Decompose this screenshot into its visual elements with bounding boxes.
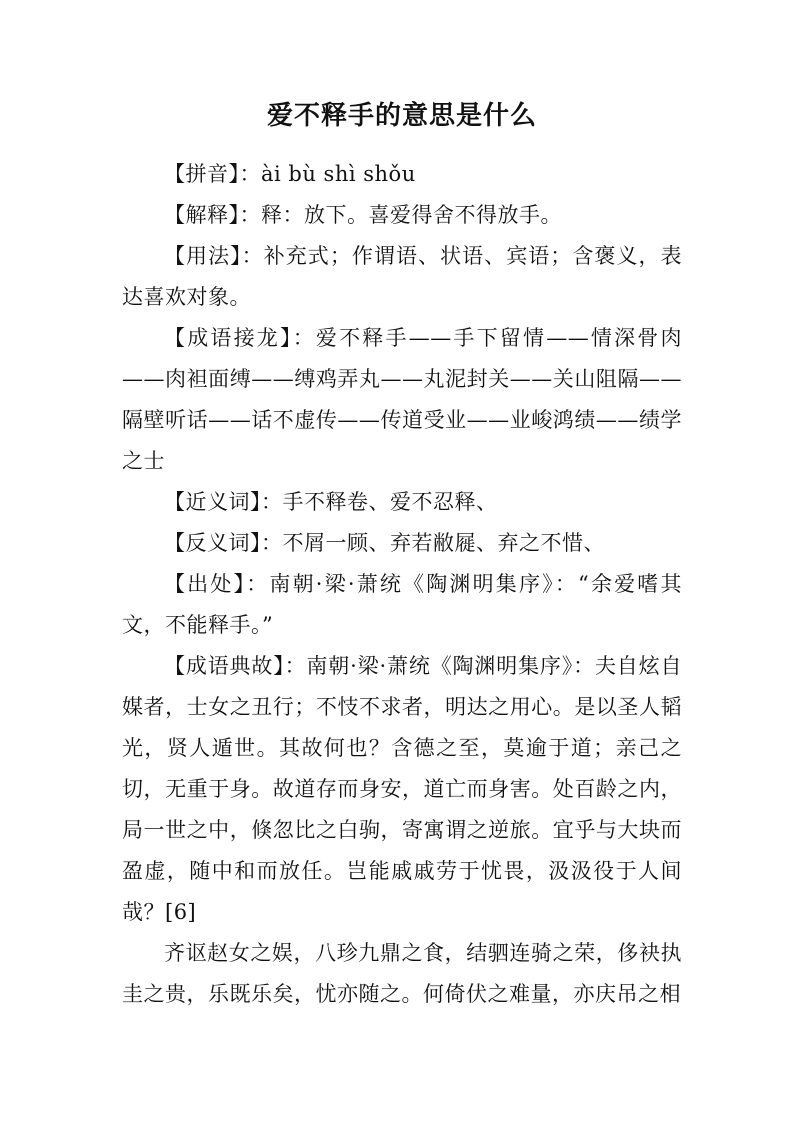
section-synonyms: [122, 482, 682, 523]
section-text: 不屑一顾、弃若敝屣、弃之不惜、: [282, 531, 605, 555]
section-label: 【近义词】：: [164, 490, 283, 514]
section-text: 释：放下。喜爱得舍不得放手。: [261, 203, 562, 227]
section-label: 【成语典故】：: [164, 654, 307, 678]
section-label: 【拼音】：: [164, 162, 261, 186]
section-text: 手不释卷、爱不忍释、: [282, 490, 498, 514]
section-text: ài bù shì shǒu: [261, 162, 416, 186]
section-label: 【反义词】：: [164, 531, 283, 555]
section-text: 齐讴赵女之娱，八珍九鼎之食，结驷连骑之荣，侈袂执圭之贵，乐既乐矣，忧亦随之。何倚伏之难量，亦庆吊之相: [122, 941, 682, 1006]
document-title: 爱不释手的意思是什么: [266, 101, 537, 131]
section-label: 【成语接龙】：: [164, 326, 316, 350]
section-idiom-story: [122, 646, 682, 933]
section-text: 补充式；作谓语、状语、宾语；含褒义，表达喜欢对象。: [122, 244, 682, 309]
section-idiom-chain: [122, 318, 682, 482]
section-text: 爱不释手——手下留情——情深骨肉——肉袒面缚——缚鸡弄丸——丸泥封关——关山阻隔——隔壁听话——话不虚传——传道受业——业峻鸿绩——绩学之士: [122, 326, 683, 473]
section-pinyin: [122, 154, 682, 195]
document-page: [122, 96, 682, 1015]
section-label: 【出处】：: [164, 572, 270, 596]
section-continuation: [122, 933, 682, 1015]
section-text: 南朝·梁·萧统《陶渊明集序》：夫自炫自媒者，士女之丑行；不忮不求者，明达之用心。是以圣人韬光，贤人遁世。其故何也？含德之至，莫逾于道；亲己之切，无重于身。故道存而身安，道亡而身害。处百龄之内，局一世之中，倏忽比之白驹，寄寓谓之逆旅。宜乎与大块而盈虚，随中和而放任。岂能戚戚劳于忧畏，汲汲役于人间哉？[6]: [122, 654, 682, 924]
section-text: 南朝·梁·萧统《陶渊明集序》：“余爱嗜其文，不能释手。”: [122, 572, 682, 637]
section-label: 【用法】：: [164, 244, 264, 268]
section-explanation: [122, 195, 682, 236]
section-label: 【解释】：: [164, 203, 261, 227]
section-source: [122, 564, 682, 646]
section-usage: [122, 236, 682, 318]
section-antonyms: [122, 523, 682, 564]
